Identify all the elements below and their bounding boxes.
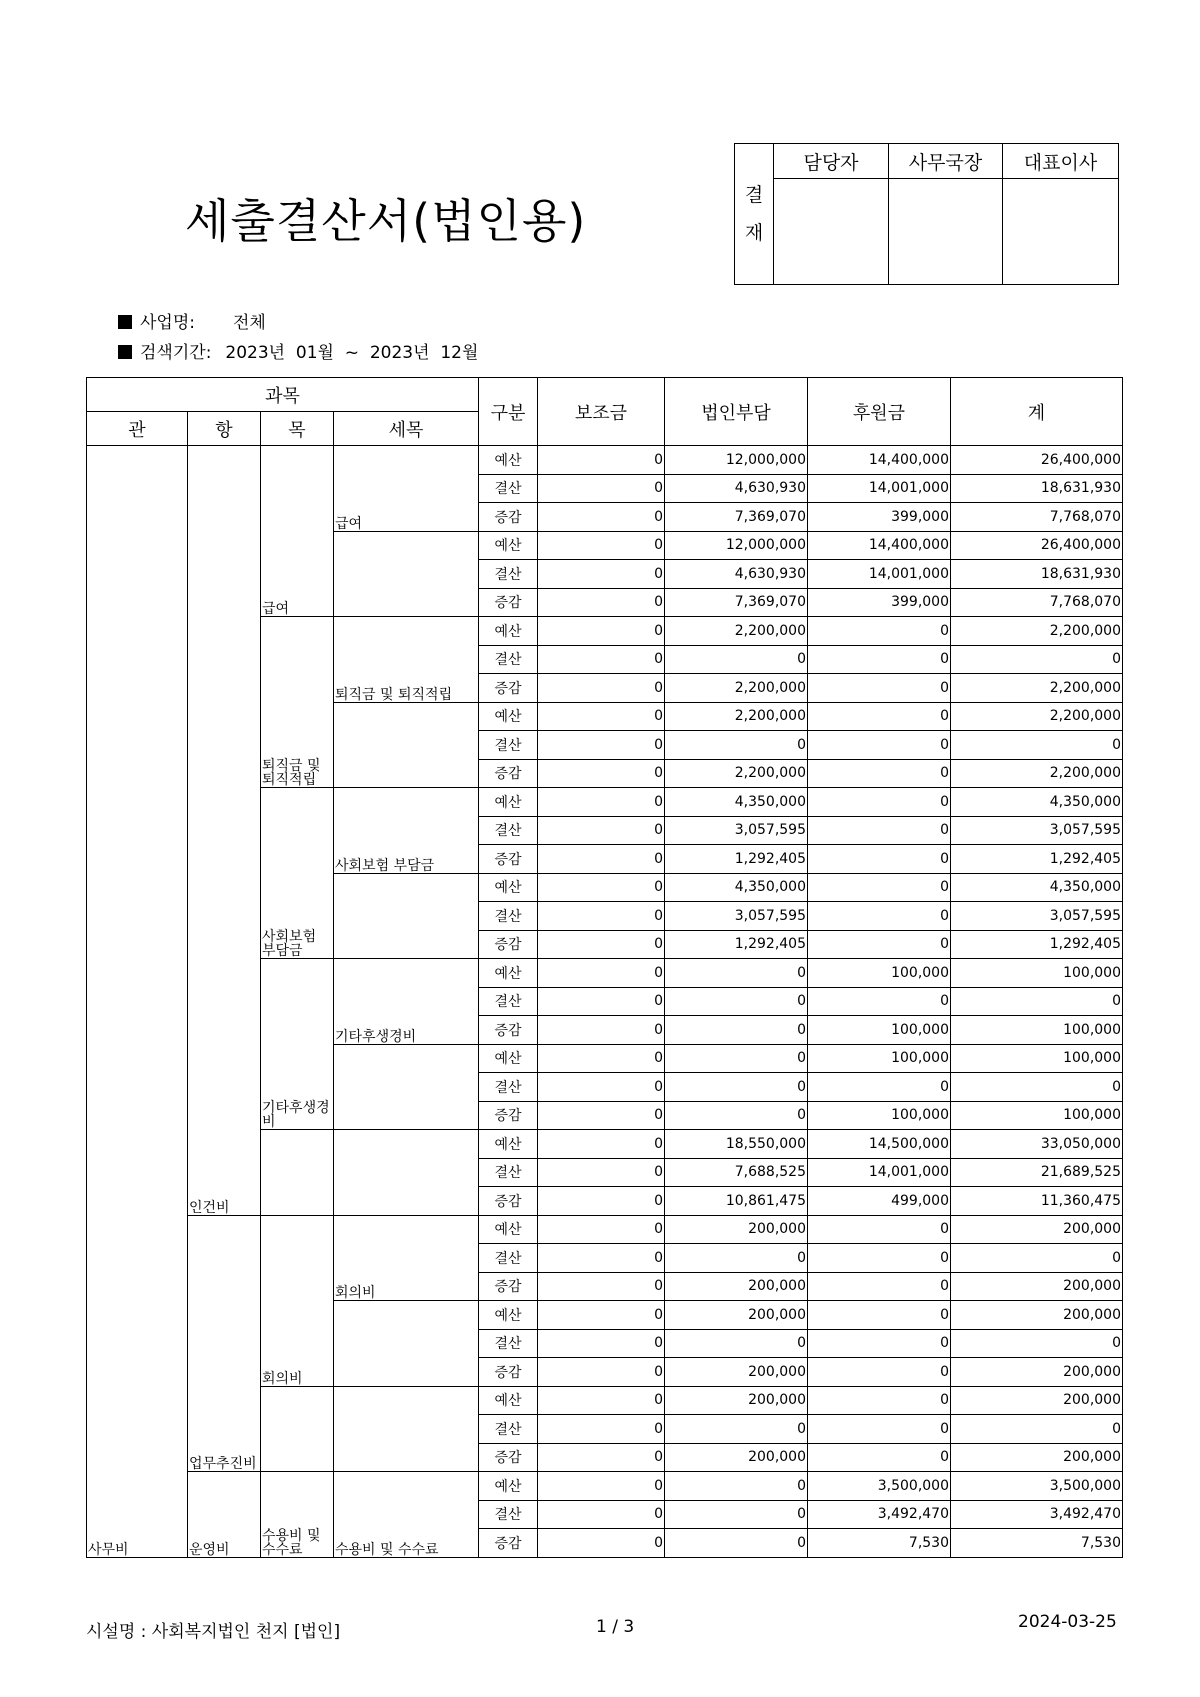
donation-cell: 100,000 bbox=[808, 959, 951, 988]
total-cell: 2,200,000 bbox=[951, 674, 1123, 703]
semok-cell: 기타후생경비 bbox=[334, 959, 479, 1045]
corp-cell: 200,000 bbox=[665, 1301, 808, 1330]
corp-cell: 0 bbox=[665, 1073, 808, 1102]
gubun-cell: 증감 bbox=[479, 1101, 538, 1130]
donation-cell: 0 bbox=[808, 645, 951, 674]
business-value: 전체 bbox=[233, 313, 266, 333]
total-cell: 0 bbox=[951, 1329, 1123, 1358]
page-title: 세출결산서(법인용) bbox=[185, 194, 587, 248]
approval-side-label-2: 재 bbox=[744, 222, 764, 244]
subsidy-cell: 0 bbox=[538, 1215, 665, 1244]
total-cell: 7,768,070 bbox=[951, 588, 1123, 617]
header-mok: 목 bbox=[261, 412, 334, 446]
donation-cell: 0 bbox=[808, 788, 951, 817]
donation-cell: 0 bbox=[808, 1301, 951, 1330]
corp-cell: 0 bbox=[665, 1101, 808, 1130]
mok-cell bbox=[261, 1386, 334, 1472]
total-cell: 7,768,070 bbox=[951, 503, 1123, 532]
gubun-cell: 결산 bbox=[479, 645, 538, 674]
total-cell: 2,200,000 bbox=[951, 617, 1123, 646]
header-gwan: 관 bbox=[87, 412, 188, 446]
hang-cell: 업무추진비 bbox=[188, 1215, 261, 1472]
semok-cell bbox=[334, 1386, 479, 1472]
total-cell: 18,631,930 bbox=[951, 474, 1123, 503]
donation-cell: 499,000 bbox=[808, 1187, 951, 1216]
corp-cell: 10,861,475 bbox=[665, 1187, 808, 1216]
total-cell: 2,200,000 bbox=[951, 702, 1123, 731]
donation-cell: 0 bbox=[808, 1244, 951, 1273]
subsidy-cell: 0 bbox=[538, 1301, 665, 1330]
total-cell: 26,400,000 bbox=[951, 446, 1123, 475]
subsidy-cell: 0 bbox=[538, 873, 665, 902]
semok-cell bbox=[334, 1044, 479, 1130]
gubun-cell: 예산 bbox=[479, 1472, 538, 1501]
subsidy-cell: 0 bbox=[538, 930, 665, 959]
total-cell: 0 bbox=[951, 1073, 1123, 1102]
donation-cell: 14,001,000 bbox=[808, 474, 951, 503]
subsidy-cell: 0 bbox=[538, 645, 665, 674]
mok-cell: 사회보험 부담금 bbox=[261, 788, 334, 959]
subsidy-cell: 0 bbox=[538, 674, 665, 703]
donation-cell: 100,000 bbox=[808, 1016, 951, 1045]
mok-cell: 급여 bbox=[261, 446, 334, 617]
gubun-cell: 증감 bbox=[479, 1272, 538, 1301]
corp-cell: 200,000 bbox=[665, 1358, 808, 1387]
donation-cell: 0 bbox=[808, 816, 951, 845]
donation-cell: 14,001,000 bbox=[808, 560, 951, 589]
gubun-cell: 예산 bbox=[479, 788, 538, 817]
header-subject: 과목 bbox=[87, 378, 479, 412]
gubun-cell: 증감 bbox=[479, 1443, 538, 1472]
gubun-cell: 증감 bbox=[479, 845, 538, 874]
header-total: 계 bbox=[951, 378, 1123, 446]
subsidy-cell: 0 bbox=[538, 1158, 665, 1187]
gubun-cell: 예산 bbox=[479, 873, 538, 902]
corp-cell: 1,292,405 bbox=[665, 930, 808, 959]
approval-side-label bbox=[735, 144, 774, 285]
semok-cell bbox=[334, 1301, 479, 1387]
approval-side-label-1: 결 bbox=[744, 184, 764, 206]
total-cell: 100,000 bbox=[951, 1016, 1123, 1045]
corp-cell: 200,000 bbox=[665, 1215, 808, 1244]
mok-cell: 수용비 및 수수료 bbox=[261, 1472, 334, 1558]
approval-role-staff: 담당자 bbox=[774, 144, 889, 179]
total-cell: 4,350,000 bbox=[951, 788, 1123, 817]
donation-cell: 14,400,000 bbox=[808, 446, 951, 475]
corp-cell: 2,200,000 bbox=[665, 702, 808, 731]
approval-sign-staff bbox=[774, 179, 889, 285]
header-subsidy: 보조금 bbox=[538, 378, 665, 446]
donation-cell: 0 bbox=[808, 845, 951, 874]
corp-cell: 0 bbox=[665, 731, 808, 760]
business-name bbox=[118, 308, 266, 333]
donation-cell: 0 bbox=[808, 1386, 951, 1415]
subsidy-cell: 0 bbox=[538, 1044, 665, 1073]
corp-cell: 7,369,070 bbox=[665, 503, 808, 532]
subsidy-cell: 0 bbox=[538, 1443, 665, 1472]
subsidy-cell: 0 bbox=[538, 788, 665, 817]
total-cell: 100,000 bbox=[951, 959, 1123, 988]
gubun-cell: 결산 bbox=[479, 987, 538, 1016]
subsidy-cell: 0 bbox=[538, 1386, 665, 1415]
subsidy-cell: 0 bbox=[538, 1244, 665, 1273]
subsidy-cell: 0 bbox=[538, 1415, 665, 1444]
subsidy-cell: 0 bbox=[538, 845, 665, 874]
gubun-cell: 증감 bbox=[479, 503, 538, 532]
gubun-cell: 예산 bbox=[479, 1215, 538, 1244]
hang-cell: 인건비 bbox=[188, 446, 261, 1216]
footer-date: 2024-03-25 bbox=[1018, 1612, 1117, 1632]
gubun-cell: 결산 bbox=[479, 902, 538, 931]
approval-sign-secretary bbox=[889, 179, 1003, 285]
total-cell: 1,292,405 bbox=[951, 930, 1123, 959]
total-cell: 0 bbox=[951, 987, 1123, 1016]
gubun-cell: 결산 bbox=[479, 560, 538, 589]
semok-cell bbox=[334, 1130, 479, 1216]
subsidy-cell: 0 bbox=[538, 987, 665, 1016]
total-cell: 0 bbox=[951, 1415, 1123, 1444]
corp-cell: 0 bbox=[665, 1329, 808, 1358]
gubun-cell: 증감 bbox=[479, 1358, 538, 1387]
total-cell: 7,530 bbox=[951, 1529, 1123, 1558]
gubun-cell: 결산 bbox=[479, 816, 538, 845]
donation-cell: 100,000 bbox=[808, 1044, 951, 1073]
corp-cell: 7,369,070 bbox=[665, 588, 808, 617]
corp-cell: 7,688,525 bbox=[665, 1158, 808, 1187]
square-bullet-icon bbox=[118, 345, 132, 359]
header-hang: 항 bbox=[188, 412, 261, 446]
mok-cell: 회의비 bbox=[261, 1215, 334, 1386]
donation-cell: 399,000 bbox=[808, 588, 951, 617]
semok-cell: 급여 bbox=[334, 446, 479, 532]
donation-cell: 14,500,000 bbox=[808, 1130, 951, 1159]
corp-cell: 2,200,000 bbox=[665, 617, 808, 646]
donation-cell: 14,400,000 bbox=[808, 531, 951, 560]
semok-cell bbox=[334, 531, 479, 617]
subsidy-cell: 0 bbox=[538, 1472, 665, 1501]
corp-cell: 0 bbox=[665, 1472, 808, 1501]
donation-cell: 0 bbox=[808, 759, 951, 788]
gubun-cell: 증감 bbox=[479, 674, 538, 703]
corp-cell: 1,292,405 bbox=[665, 845, 808, 874]
total-cell: 33,050,000 bbox=[951, 1130, 1123, 1159]
total-cell: 0 bbox=[951, 645, 1123, 674]
semok-cell bbox=[334, 702, 479, 788]
search-period bbox=[118, 338, 478, 363]
corp-cell: 4,350,000 bbox=[665, 873, 808, 902]
subsidy-cell: 0 bbox=[538, 759, 665, 788]
corp-cell: 3,057,595 bbox=[665, 902, 808, 931]
corp-cell: 200,000 bbox=[665, 1386, 808, 1415]
gubun-cell: 증감 bbox=[479, 1187, 538, 1216]
gubun-cell: 결산 bbox=[479, 1329, 538, 1358]
table-row bbox=[87, 1472, 1123, 1501]
semok-cell: 수용비 및 수수료 bbox=[334, 1472, 479, 1558]
subsidy-cell: 0 bbox=[538, 560, 665, 589]
gubun-cell: 결산 bbox=[479, 731, 538, 760]
approval-role-director: 대표이사 bbox=[1003, 144, 1119, 179]
gubun-cell: 결산 bbox=[479, 1244, 538, 1273]
total-cell: 100,000 bbox=[951, 1101, 1123, 1130]
corp-cell: 2,200,000 bbox=[665, 759, 808, 788]
table-row bbox=[87, 1215, 1123, 1244]
gubun-cell: 증감 bbox=[479, 1529, 538, 1558]
mok-cell bbox=[261, 1130, 334, 1216]
gubun-cell: 증감 bbox=[479, 1016, 538, 1045]
total-cell: 200,000 bbox=[951, 1358, 1123, 1387]
subsidy-cell: 0 bbox=[538, 1187, 665, 1216]
subsidy-cell: 0 bbox=[538, 446, 665, 475]
corp-cell: 12,000,000 bbox=[665, 446, 808, 475]
semok-cell: 사회보험 부담금 bbox=[334, 788, 479, 874]
corp-cell: 200,000 bbox=[665, 1443, 808, 1472]
total-cell: 200,000 bbox=[951, 1272, 1123, 1301]
total-cell: 2,200,000 bbox=[951, 759, 1123, 788]
header-corp: 법인부담 bbox=[665, 378, 808, 446]
corp-cell: 12,000,000 bbox=[665, 531, 808, 560]
approval-sign-director bbox=[1003, 179, 1119, 285]
subsidy-cell: 0 bbox=[538, 503, 665, 532]
header-gubun: 구분 bbox=[479, 378, 538, 446]
subsidy-cell: 0 bbox=[538, 617, 665, 646]
gubun-cell: 예산 bbox=[479, 446, 538, 475]
gubun-cell: 증감 bbox=[479, 930, 538, 959]
gubun-cell: 예산 bbox=[479, 531, 538, 560]
gubun-cell: 예산 bbox=[479, 959, 538, 988]
mok-cell: 퇴직금 및 퇴직적립 bbox=[261, 617, 334, 788]
donation-cell: 3,492,470 bbox=[808, 1500, 951, 1529]
subsidy-cell: 0 bbox=[538, 1016, 665, 1045]
donation-cell: 0 bbox=[808, 902, 951, 931]
corp-cell: 0 bbox=[665, 1244, 808, 1273]
corp-cell: 0 bbox=[665, 1500, 808, 1529]
donation-cell: 0 bbox=[808, 1215, 951, 1244]
donation-cell: 3,500,000 bbox=[808, 1472, 951, 1501]
total-cell: 200,000 bbox=[951, 1301, 1123, 1330]
subsidy-cell: 0 bbox=[538, 902, 665, 931]
total-cell: 26,400,000 bbox=[951, 531, 1123, 560]
total-cell: 3,500,000 bbox=[951, 1472, 1123, 1501]
corp-cell: 3,057,595 bbox=[665, 816, 808, 845]
subsidy-cell: 0 bbox=[538, 1500, 665, 1529]
donation-cell: 0 bbox=[808, 1358, 951, 1387]
gubun-cell: 결산 bbox=[479, 1158, 538, 1187]
gubun-cell: 결산 bbox=[479, 1500, 538, 1529]
period-label: 검색기간: bbox=[140, 343, 212, 363]
donation-cell: 0 bbox=[808, 617, 951, 646]
gubun-cell: 예산 bbox=[479, 1301, 538, 1330]
total-cell: 100,000 bbox=[951, 1044, 1123, 1073]
total-cell: 4,350,000 bbox=[951, 873, 1123, 902]
donation-cell: 14,001,000 bbox=[808, 1158, 951, 1187]
corp-cell: 18,550,000 bbox=[665, 1130, 808, 1159]
corp-cell: 0 bbox=[665, 959, 808, 988]
donation-cell: 0 bbox=[808, 702, 951, 731]
total-cell: 200,000 bbox=[951, 1386, 1123, 1415]
donation-cell: 399,000 bbox=[808, 503, 951, 532]
total-cell: 3,057,595 bbox=[951, 902, 1123, 931]
subsidy-cell: 0 bbox=[538, 1329, 665, 1358]
subsidy-cell: 0 bbox=[538, 702, 665, 731]
footer-facility: 시설명 : 사회복지법인 천지 [법인] bbox=[86, 1622, 341, 1642]
gubun-cell: 결산 bbox=[479, 1415, 538, 1444]
corp-cell: 4,350,000 bbox=[665, 788, 808, 817]
gubun-cell: 예산 bbox=[479, 702, 538, 731]
header-donation: 후원금 bbox=[808, 378, 951, 446]
subsidy-cell: 0 bbox=[538, 1272, 665, 1301]
donation-cell: 0 bbox=[808, 731, 951, 760]
semok-cell: 회의비 bbox=[334, 1215, 479, 1301]
donation-cell: 0 bbox=[808, 674, 951, 703]
total-cell: 0 bbox=[951, 1244, 1123, 1273]
donation-cell: 0 bbox=[808, 1443, 951, 1472]
subsidy-cell: 0 bbox=[538, 1529, 665, 1558]
gubun-cell: 예산 bbox=[479, 1386, 538, 1415]
donation-cell: 0 bbox=[808, 930, 951, 959]
total-cell: 21,689,525 bbox=[951, 1158, 1123, 1187]
total-cell: 11,360,475 bbox=[951, 1187, 1123, 1216]
subsidy-cell: 0 bbox=[538, 1358, 665, 1387]
header-semok: 세목 bbox=[334, 412, 479, 446]
corp-cell: 4,630,930 bbox=[665, 474, 808, 503]
total-cell: 0 bbox=[951, 731, 1123, 760]
gubun-cell: 예산 bbox=[479, 1044, 538, 1073]
corp-cell: 0 bbox=[665, 987, 808, 1016]
mok-cell: 기타후생경비 bbox=[261, 959, 334, 1130]
business-label: 사업명: bbox=[140, 313, 195, 333]
subsidy-cell: 0 bbox=[538, 959, 665, 988]
approval-box bbox=[734, 143, 1119, 285]
donation-cell: 0 bbox=[808, 1272, 951, 1301]
gubun-cell: 결산 bbox=[479, 474, 538, 503]
square-bullet-icon bbox=[118, 315, 132, 329]
expenditure-table bbox=[86, 377, 1123, 1558]
hang-cell: 운영비 bbox=[188, 1472, 261, 1558]
total-cell: 1,292,405 bbox=[951, 845, 1123, 874]
subsidy-cell: 0 bbox=[538, 731, 665, 760]
semok-cell: 퇴직금 및 퇴직적립 bbox=[334, 617, 479, 703]
donation-cell: 0 bbox=[808, 987, 951, 1016]
subsidy-cell: 0 bbox=[538, 588, 665, 617]
gubun-cell: 증감 bbox=[479, 759, 538, 788]
gubun-cell: 증감 bbox=[479, 588, 538, 617]
subsidy-cell: 0 bbox=[538, 1130, 665, 1159]
total-cell: 200,000 bbox=[951, 1215, 1123, 1244]
subsidy-cell: 0 bbox=[538, 1073, 665, 1102]
gubun-cell: 결산 bbox=[479, 1073, 538, 1102]
total-cell: 3,492,470 bbox=[951, 1500, 1123, 1529]
donation-cell: 0 bbox=[808, 1415, 951, 1444]
table-row bbox=[87, 446, 1123, 475]
subsidy-cell: 0 bbox=[538, 474, 665, 503]
corp-cell: 0 bbox=[665, 1044, 808, 1073]
gubun-cell: 예산 bbox=[479, 617, 538, 646]
donation-cell: 7,530 bbox=[808, 1529, 951, 1558]
corp-cell: 0 bbox=[665, 645, 808, 674]
donation-cell: 0 bbox=[808, 1073, 951, 1102]
gwan-cell: 사무비 bbox=[87, 446, 188, 1558]
gubun-cell: 예산 bbox=[479, 1130, 538, 1159]
total-cell: 200,000 bbox=[951, 1443, 1123, 1472]
approval-role-secretary: 사무국장 bbox=[889, 144, 1003, 179]
corp-cell: 0 bbox=[665, 1016, 808, 1045]
donation-cell: 100,000 bbox=[808, 1101, 951, 1130]
semok-cell bbox=[334, 873, 479, 959]
donation-cell: 0 bbox=[808, 873, 951, 902]
total-cell: 3,057,595 bbox=[951, 816, 1123, 845]
corp-cell: 0 bbox=[665, 1415, 808, 1444]
corp-cell: 0 bbox=[665, 1529, 808, 1558]
subsidy-cell: 0 bbox=[538, 531, 665, 560]
corp-cell: 2,200,000 bbox=[665, 674, 808, 703]
corp-cell: 200,000 bbox=[665, 1272, 808, 1301]
footer-page: 1 / 3 bbox=[596, 1617, 635, 1637]
total-cell: 18,631,930 bbox=[951, 560, 1123, 589]
corp-cell: 4,630,930 bbox=[665, 560, 808, 589]
subsidy-cell: 0 bbox=[538, 816, 665, 845]
period-value: 2023년 01월 ~ 2023년 12월 bbox=[225, 343, 479, 363]
subsidy-cell: 0 bbox=[538, 1101, 665, 1130]
donation-cell: 0 bbox=[808, 1329, 951, 1358]
